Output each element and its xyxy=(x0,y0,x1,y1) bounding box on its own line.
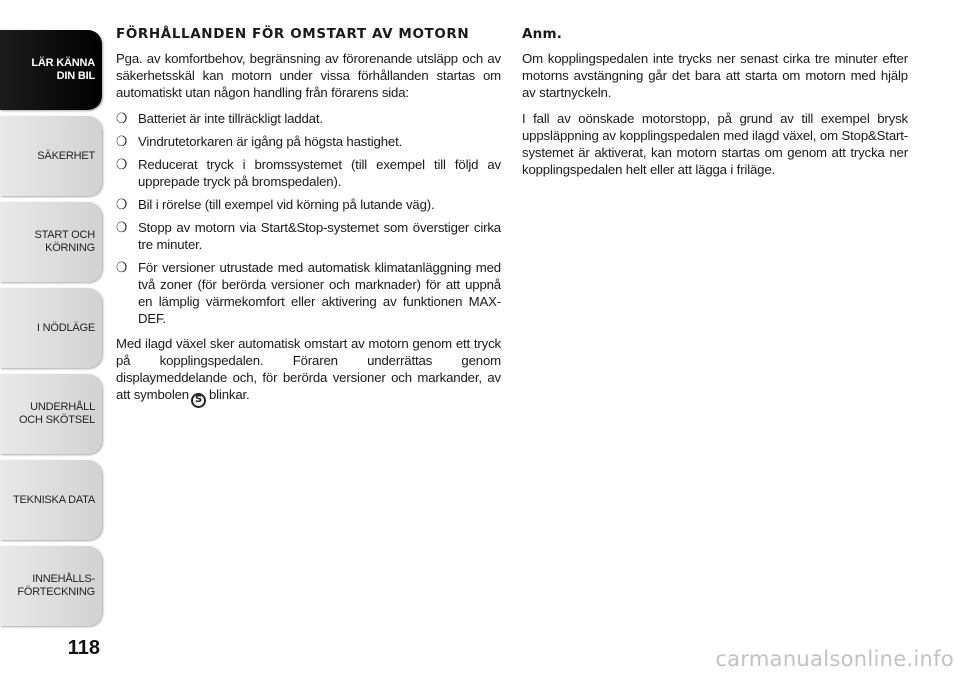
tab-label: INNEHÅLLS- FÖRTECKNING xyxy=(17,573,95,598)
circle-bullet-icon: ❍ xyxy=(116,156,128,172)
section-heading: FÖRHÅLLANDEN FÖR OMSTART AV MOTORN xyxy=(116,26,470,42)
tab-label: SÄKERHET xyxy=(37,149,95,162)
circle-bullet-icon: ❍ xyxy=(116,259,128,275)
tab-label: TEKNISKA DATA xyxy=(13,493,95,506)
intro-paragraph: Pga. av komfortbehov, begränsning av förorenande utsläpp och av säkerhetsskäl kan motorn under vissa förhållanden startas om automatiskt utan någon handling från förarens sida: xyxy=(116,51,501,100)
note-heading: Anm. xyxy=(522,26,563,42)
list-item-text: Bil i rörelse (till exempel vid körning på lutande väg). xyxy=(138,197,435,212)
list-item xyxy=(116,196,501,213)
tab-label: LÄR KÄNNA DIN BIL xyxy=(31,57,95,82)
closing-paragraph xyxy=(116,335,501,408)
circle-bullet-icon: ❍ xyxy=(116,110,128,126)
note-paragraph: Om kopplingspedalen inte trycks ner senast cirka tre minuter efter motorns avstängning går det bara att starta om motorn med hjälp av startnyckeln. xyxy=(522,51,908,100)
tab-i-nodlage[interactable] xyxy=(0,288,102,368)
tab-start-och-korning[interactable] xyxy=(0,202,102,282)
circle-bullet-icon: ❍ xyxy=(116,219,128,235)
list-item-text: Vindrutetorkaren är igång på högsta hastighet. xyxy=(138,134,403,149)
tab-innehallsforteckning[interactable] xyxy=(0,546,102,626)
left-column xyxy=(116,26,501,417)
list-item xyxy=(116,219,501,253)
list-item-text: Stopp av motorn via Start&Stop-systemet som överstiger cirka tre minuter. xyxy=(138,220,501,252)
list-item xyxy=(116,133,501,150)
page-number: 118 xyxy=(67,637,100,659)
tab-label: UNDERHÅLL OCH SKÖTSEL xyxy=(18,401,95,426)
chapter-index-sidebar xyxy=(0,30,102,632)
list-item xyxy=(116,110,501,127)
note-paragraph: I fall av oönskade motorstopp, på grund av till exempel brysk uppsläppning av kopplingspedalen med ilagd växel, om Stop&Start-systemet är aktiverat, kan motorn startas om genom att trycka ner kopplingspedalen helt eller att lägga i friläge. xyxy=(522,111,908,177)
list-item-text: Reducerat tryck i bromssystemet (till exempel till följd av upprepade tryck på bromspedalen). xyxy=(138,157,501,189)
right-column xyxy=(522,26,908,187)
closing-text: Med ilagd växel sker automatisk omstart av motorn genom ett tryck på kopplingspedalen. Föraren underrättas genom displaymeddelande och, för berörda versioner och markander, av att symbolen xyxy=(116,336,501,402)
list-item-text: För versioner utrustade med automatisk klimatanläggning med två zoner (för berörda versioner och marknader) för att uppnå en lämplig värmekomfort eller aktivering av funktionen MAX-DEF. xyxy=(138,260,501,326)
tab-tekniska-data[interactable] xyxy=(0,460,102,540)
list-item-text: Batteriet är inte tillräckligt laddat. xyxy=(138,111,323,126)
list-item xyxy=(116,156,501,190)
watermark: carmanualsonline.info xyxy=(715,647,954,671)
tab-lar-kanna-din-bil[interactable] xyxy=(0,30,102,110)
circle-bullet-icon: ❍ xyxy=(116,196,128,212)
tab-label: START OCH KÖRNING xyxy=(34,229,95,254)
tab-label: I NÖDLÄGE xyxy=(36,321,95,334)
restart-conditions-list xyxy=(116,110,501,327)
closing-text-end: blinkar. xyxy=(208,387,250,402)
list-item xyxy=(116,259,501,327)
tab-underhall-och-skotsel[interactable] xyxy=(0,374,102,454)
start-stop-icon: S xyxy=(191,393,206,408)
tab-sakerhet[interactable] xyxy=(0,116,102,196)
circle-bullet-icon: ❍ xyxy=(116,133,128,149)
